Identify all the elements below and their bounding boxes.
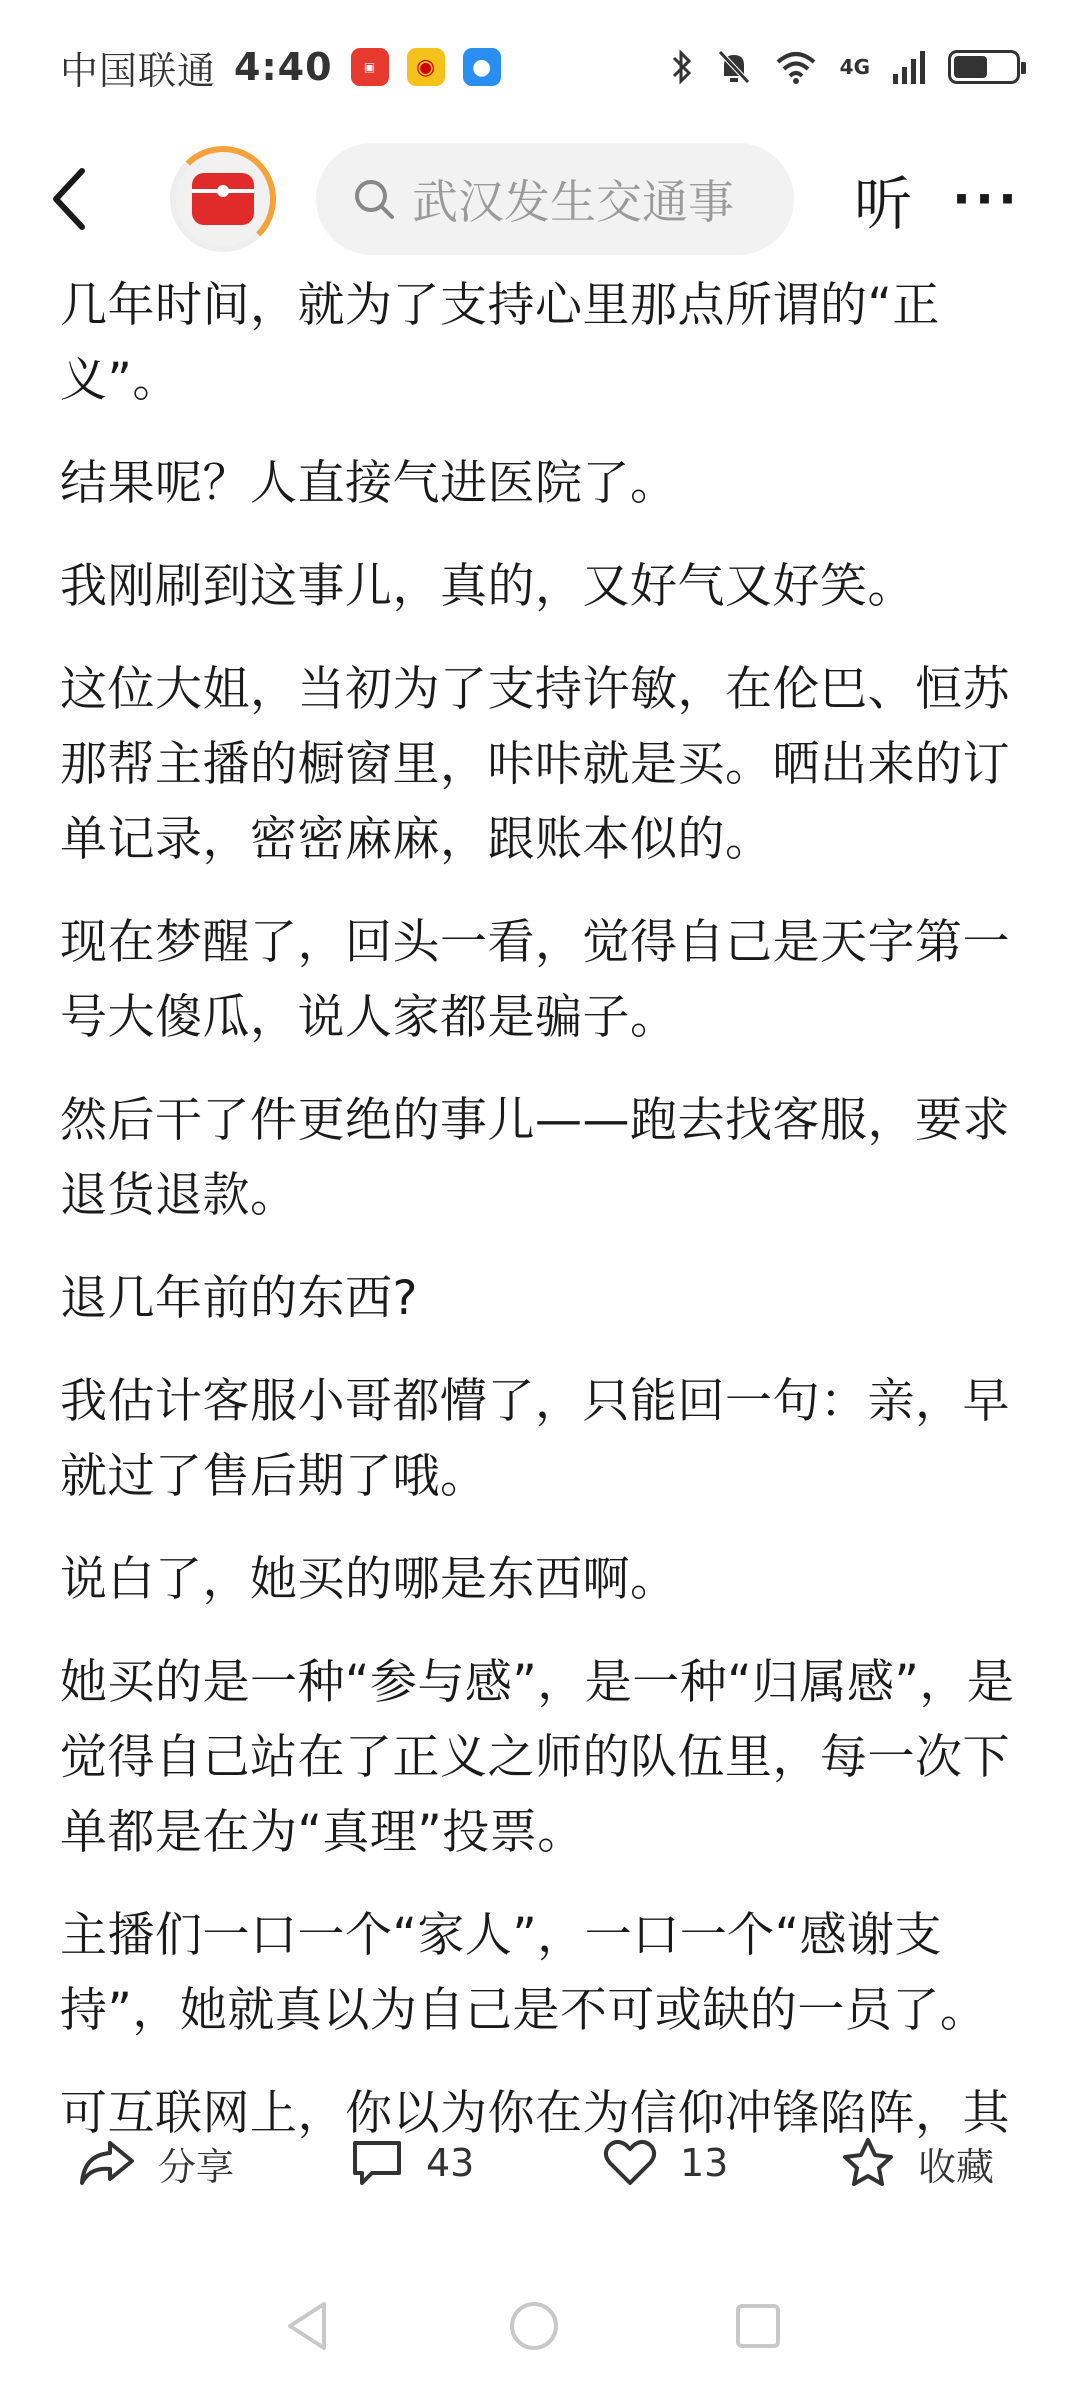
comment-count: 43 bbox=[426, 2141, 475, 2185]
system-nav-bar bbox=[0, 2290, 1080, 2388]
bottom-action-bar bbox=[0, 2108, 1080, 2218]
favorite-label: 收藏 bbox=[918, 2144, 995, 2189]
star-icon bbox=[840, 2136, 896, 2190]
top-nav-bar bbox=[0, 134, 1080, 264]
article-paragraph: 几年时间，就为了支持心里那点所谓的“正义”。 bbox=[60, 278, 940, 408]
status-time: 4:40 bbox=[234, 45, 333, 89]
signal-icon bbox=[892, 48, 926, 86]
avatar-logo bbox=[192, 173, 254, 225]
network-type: 4G bbox=[839, 55, 870, 79]
share-icon bbox=[78, 2137, 136, 2189]
article-paragraph: 结果呢？人直接气进医院了。 bbox=[60, 456, 678, 511]
heart-icon bbox=[602, 2137, 658, 2189]
weibo-app-icon: ◉ bbox=[407, 48, 445, 86]
listen-button[interactable]: 听 bbox=[854, 170, 913, 238]
status-right bbox=[670, 48, 1020, 86]
article-paragraph: 主播们一口一个“家人”，一口一个“感谢支持”，她就真以为自己是不可或缺的一员了。 bbox=[60, 1908, 988, 2038]
author-avatar[interactable] bbox=[170, 146, 276, 252]
article-paragraph: 现在梦醒了，回头一看，觉得自己是天字第一号大傻瓜，说人家都是骗子。 bbox=[60, 915, 1010, 1045]
more-options-button[interactable]: ··· bbox=[952, 170, 1021, 228]
like-button[interactable] bbox=[602, 2137, 728, 2189]
huawei-app-icon: ▣ bbox=[351, 48, 389, 86]
search-placeholder: 武汉发生交通事 bbox=[412, 175, 734, 229]
search-icon bbox=[352, 177, 396, 221]
nav-home-icon[interactable] bbox=[506, 2298, 562, 2354]
mute-bell-icon bbox=[716, 48, 752, 86]
article-paragraph: 我刚刷到这事儿，真的，又好气又好笑。 bbox=[60, 559, 915, 614]
nav-back-icon[interactable] bbox=[282, 2298, 332, 2354]
nav-recents-icon[interactable] bbox=[732, 2300, 784, 2352]
wifi-icon bbox=[774, 48, 818, 86]
article-paragraph: 她买的是一种“参与感”，是一种“归属感”，是觉得自己站在了正义之师的队伍里，每一次下单都是在为“真理”投票。 bbox=[60, 1655, 1015, 1860]
back-button[interactable] bbox=[40, 159, 100, 239]
share-label: 分享 bbox=[158, 2144, 235, 2189]
article-paragraph: 我估计客服小哥都懵了，只能回一句：亲，早就过了售后期了哦。 bbox=[60, 1374, 1010, 1504]
like-count: 13 bbox=[680, 2141, 729, 2185]
article-paragraph: 说白了，她买的哪是东西啊。 bbox=[60, 1552, 678, 1607]
search-input[interactable] bbox=[316, 143, 794, 255]
article-body bbox=[60, 268, 1020, 2141]
battery-icon bbox=[948, 50, 1020, 84]
carrier-name: 中国联通 bbox=[60, 48, 217, 93]
article-paragraph: 退几年前的东西? bbox=[60, 1271, 418, 1326]
message-app-icon: ● bbox=[463, 48, 501, 86]
favorite-button[interactable] bbox=[840, 2136, 994, 2191]
article-paragraph: 然后干了件更绝的事儿——跑去找客服，要求退货退款。 bbox=[60, 1093, 1010, 1223]
status-left bbox=[60, 40, 501, 95]
article-paragraph: 可互联网上，你以为你在为信仰冲锋陷阵，其 bbox=[60, 2086, 1010, 2141]
chevron-left-icon bbox=[50, 167, 90, 231]
status-bar bbox=[0, 0, 1080, 134]
article-paragraph: 这位大姐，当初为了支持许敏，在伦巴、恒苏那帮主播的橱窗里，咔咔就是买。晒出来的订单记录，密密麻麻，跟账本似的。 bbox=[60, 662, 1010, 867]
comment-icon bbox=[350, 2137, 404, 2189]
comment-button[interactable] bbox=[350, 2137, 474, 2189]
bluetooth-icon bbox=[670, 48, 694, 86]
share-button[interactable] bbox=[78, 2136, 234, 2191]
